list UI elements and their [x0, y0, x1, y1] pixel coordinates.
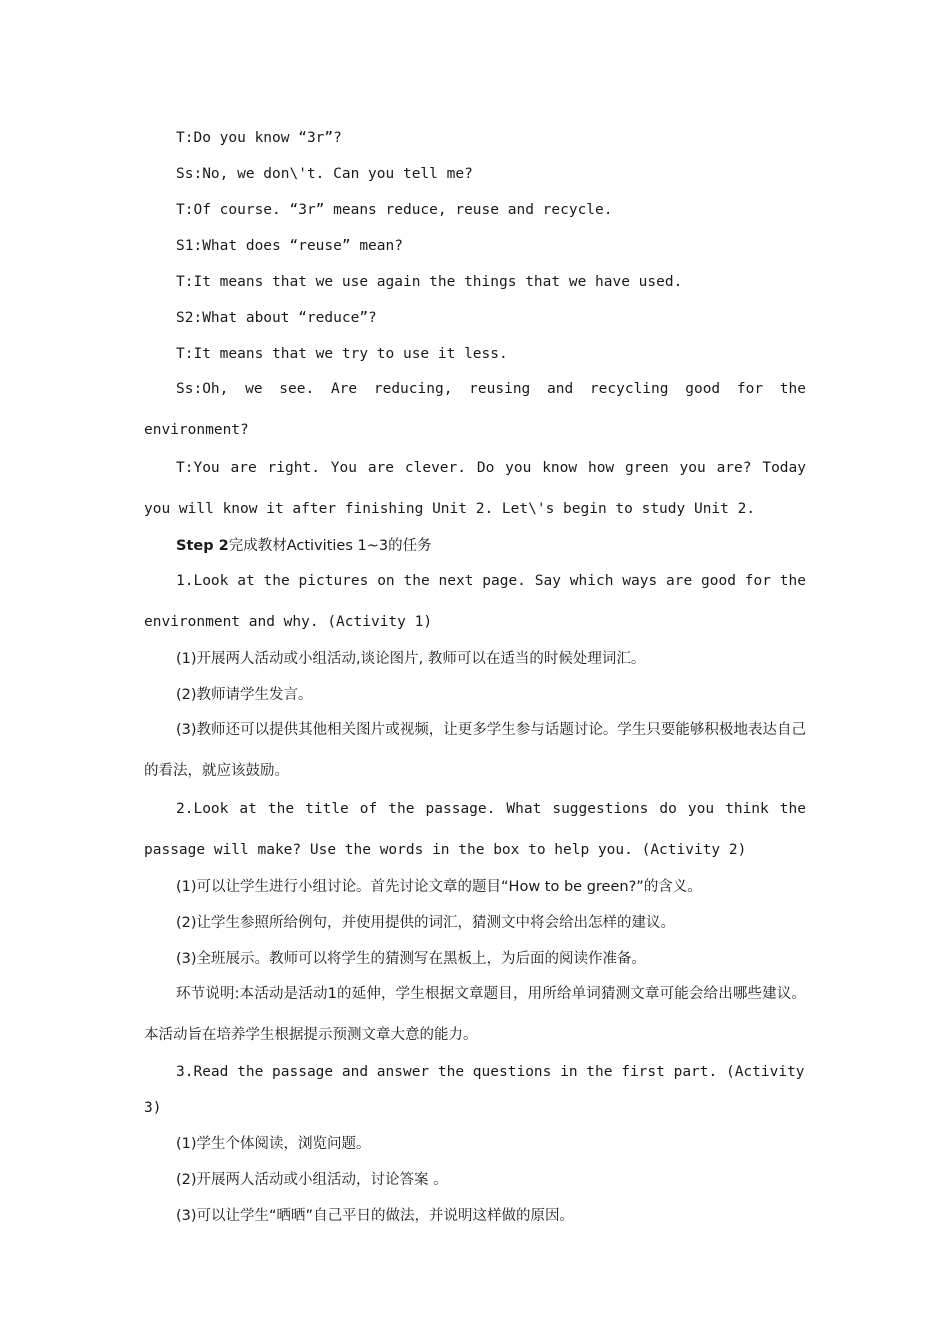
step-label: Step 2 — [176, 538, 229, 554]
activity-step: (1)学生个体阅读，浏览问题。 — [176, 1136, 371, 1152]
dialogue-line: S2:What about “reduce”? — [176, 310, 377, 326]
dialogue-line: T:You are right. You are clever. Do you know how green you are? Today you will know it after finishing Unit 2. Let\'s begin to study Unit 2. — [144, 460, 815, 517]
dialogue-line: T:It means that we use again the things that we have used. — [176, 274, 683, 290]
activity-step: (2)开展两人活动或小组活动，讨论答案 。 — [176, 1172, 448, 1188]
document-body — [144, 120, 815, 1234]
activity-step: (1)可以让学生进行小组讨论。首先讨论文章的题目“How to be green?”的含义。 — [176, 879, 702, 895]
step-heading — [144, 528, 806, 564]
dialogue-line: S1:What does “reuse” mean? — [176, 238, 403, 254]
activity-step: (2)教师请学生发言。 — [176, 687, 313, 703]
activity-instruction: 2.Look at the title of the passage. What suggestions do you think the passage will make? Use the words in the box to help you. (Activity 2) — [144, 801, 815, 858]
activity-step: (3)全班展示。教师可以将学生的猜测写在黑板上，为后面的阅读作准备。 — [176, 951, 647, 967]
dialogue-line: T:Do you know “3r”? — [176, 130, 342, 146]
activity-instruction: 3.Read the passage and answer the questions in the first part. (Activity 3) — [144, 1064, 814, 1116]
dialogue-line: Ss:Oh, we see. Are reducing, reusing and recycling good for the environment? — [144, 381, 815, 438]
activity-step: (3)可以让学生“晒晒”自己平日的做法，并说明这样做的原因。 — [176, 1208, 575, 1224]
section-note: 环节说明:本活动是活动1的延伸，学生根据文章题目，用所给单词猜测文章可能会给出哪些建议。本活动旨在培养学生根据提示预测文章大意的能力。 — [144, 986, 806, 1043]
activity-step: (1)开展两人活动或小组活动,谈论图片, 教师可以在适当的时候处理词汇。 — [176, 651, 646, 667]
dialogue-line: T:Of course. “3r” means reduce, reuse and recycle. — [176, 202, 613, 218]
activity-instruction: 1.Look at the pictures on the next page. Say which ways are good for the environment and why. (Activity 1) — [144, 573, 815, 630]
dialogue-line: Ss:No, we don\'t. Can you tell me? — [176, 166, 473, 182]
dialogue-line: T:It means that we try to use it less. — [176, 346, 508, 362]
activity-step: (3)教师还可以提供其他相关图片或视频，让更多学生参与话题讨论。学生只要能够积极地表达自己的看法，就应该鼓励。 — [144, 722, 806, 779]
step-title: 完成教材Activities 1~3的任务 — [228, 538, 432, 554]
activity-step: (2)让学生参照所给例句，并使用提供的词汇，猜测文中将会给出怎样的建议。 — [176, 915, 676, 931]
